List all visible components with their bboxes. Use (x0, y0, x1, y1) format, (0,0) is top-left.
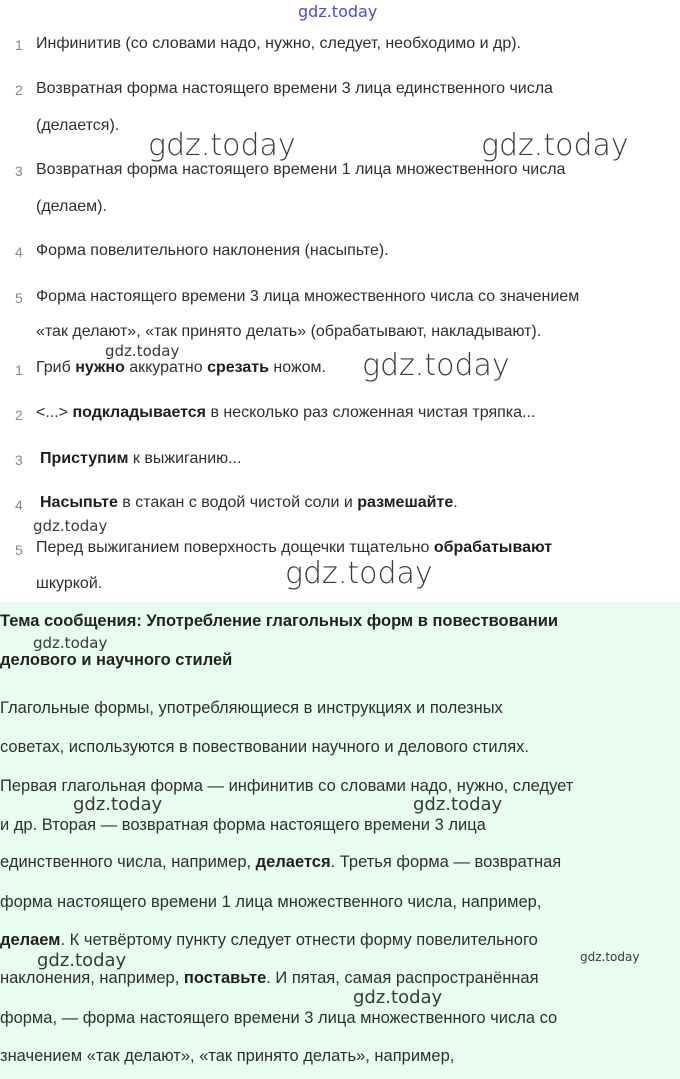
list-item-number: 3 (15, 163, 23, 179)
message-line: и др. Вторая — возвратная форма настоящего времени 3 лица (0, 816, 486, 834)
message-line: наклонения, например, поставьте. И пятая, самая распространённая (0, 969, 539, 987)
list-item: Возвратная форма настоящего времени 3 лица единственного числа (36, 80, 553, 97)
watermark: gdz.today (580, 950, 640, 964)
list-item: Возвратная форма настоящего времени 1 лица множественного числа (36, 161, 566, 178)
watermark: gdz.today (105, 342, 180, 360)
list-item: <...> подкладывается в несколько раз сложенная чистая тряпка... (36, 404, 536, 421)
list-item-cont: (делается). (36, 117, 120, 134)
message-block (0, 602, 680, 1079)
message-title-cont: делового и научного стилей (0, 651, 233, 669)
message-line: форма настоящего времени 1 лица множественного числа, например, (0, 893, 542, 911)
list-item: Форма повелительного наклонения (насыпьте). (36, 242, 389, 259)
message-line: значением «так делают», «так принято делать», например, (0, 1047, 455, 1065)
list-item: Перед выжиганием поверхность дощечки тщательно обрабатывают (36, 539, 553, 556)
watermark: gdz.today (481, 128, 629, 163)
message-line: Первая глагольная форма — инфинитив со словами надо, нужно, следует (0, 777, 574, 795)
list-item-number: 4 (15, 244, 23, 260)
watermark: gdz.today (362, 348, 510, 383)
list-item-cont: шкуркой. (36, 575, 103, 592)
list-item: Приступим к выжиганию... (40, 450, 242, 467)
message-line: советах, используются в повествовании научного и делового стилях. (0, 738, 529, 756)
watermark-top: gdz.today (298, 2, 378, 21)
list-item-number: 2 (15, 82, 23, 98)
list-item-number: 3 (15, 452, 23, 468)
message-line: делаем. К четвёртому пункту следует отнести форму повелительного (0, 931, 538, 949)
list-item-number: 1 (15, 362, 23, 378)
watermark: gdz.today (33, 634, 108, 652)
watermark: gdz.today (73, 794, 163, 815)
list-item-cont: (делаем). (36, 198, 107, 215)
list-item-number: 1 (15, 37, 23, 53)
watermark: gdz.today (148, 128, 296, 163)
message-title: Тема сообщения: Употребление глагольных форм в повествовании (0, 612, 558, 630)
watermark: gdz.today (33, 517, 108, 535)
list-item-number: 4 (15, 497, 23, 513)
message-line: единственного числа, например, делается. Третья форма — возвратная (0, 853, 562, 871)
list-item: Гриб нужно аккуратно срезать ножом. (36, 359, 326, 376)
watermark: gdz.today (413, 794, 503, 815)
message-line: Глагольные формы, употребляющиеся в инструкциях и полезных (0, 699, 503, 717)
list-item-number: 2 (15, 407, 23, 423)
watermark: gdz.today (37, 950, 127, 971)
list-item: Насыпьте в стакан с водой чистой соли и размешайте. (40, 494, 458, 511)
list-item: Инфинитив (со словами надо, нужно, следует, необходимо и др). (36, 35, 521, 52)
message-line: форма, — форма настоящего времени 3 лица множественного числа со (0, 1009, 558, 1027)
list-item: Форма настоящего времени 3 лица множественного числа со значением (36, 288, 580, 305)
watermark: gdz.today (353, 987, 443, 1008)
list-item-number: 5 (15, 542, 23, 558)
list-item-number: 5 (15, 290, 23, 306)
list-item-cont: «так делают», «так принято делать» (обрабатывают, накладывают). (36, 323, 542, 340)
watermark: gdz.today (285, 556, 433, 591)
